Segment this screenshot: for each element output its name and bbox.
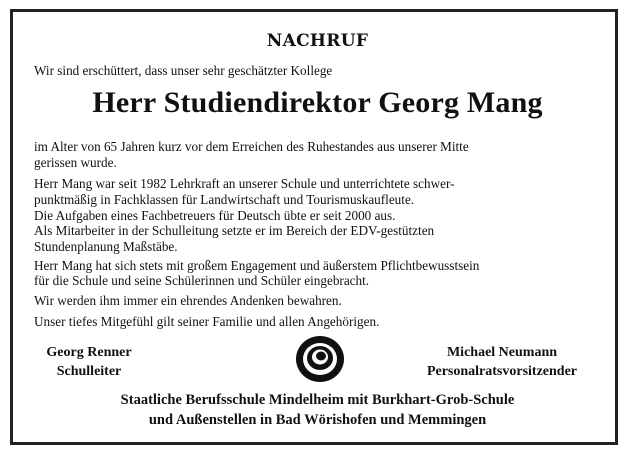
signature-right-role: Personalratsvorsitzender	[426, 364, 578, 379]
signature-right-name: Michael Neumann	[446, 345, 558, 360]
obituary-heading: NACHRUF	[266, 31, 369, 51]
body-line: gerissen wurde.	[34, 155, 117, 170]
body-line: im Alter von 65 Jahren kurz vor dem Erreichen des Ruhestandes aus unserer Mitte	[34, 139, 469, 154]
signature-left	[34, 343, 144, 381]
signature-left-name: Georg Renner	[46, 345, 132, 360]
school-logo-rings-icon	[290, 334, 350, 384]
signature-right	[402, 343, 602, 381]
footer-line: Staatliche Berufsschule Mindelheim mit Burkhart-Grob-Schule	[120, 392, 515, 408]
deceased-name: Herr Studiendirektor Georg Mang	[92, 86, 543, 119]
intro-text: Wir sind erschüttert, dass unser sehr geschätzter Kollege	[34, 63, 333, 78]
signature-left-role: Schulleiter	[56, 364, 122, 379]
body-line: Als Mitarbeiter in der Schulleitung setzte er im Bereich der EDV-gestützten	[34, 223, 435, 238]
body-line: Die Aufgaben eines Fachbetreuers für Deutsch übte er seit 2000 aus.	[34, 208, 396, 223]
body-line: Herr Mang hat sich stets mit großem Engagement und äußerstem Pflichtbewusstsein	[34, 258, 480, 273]
body-line: Herr Mang war seit 1982 Lehrkraft an unserer Schule und unterrichtete schwer-	[34, 176, 455, 191]
body-line: punktmäßig in Fachklassen für Landwirtschaft und Tourismuskaufleute.	[34, 192, 415, 207]
body-line: Stundenplanung Maßstäbe.	[34, 239, 178, 254]
body-line: für die Schule und seine Schülerinnen und Schüler eingebracht.	[34, 273, 370, 288]
body-line: Wir werden ihm immer ein ehrendes Andenken bewahren.	[34, 293, 342, 308]
body-line: Unser tiefes Mitgefühl gilt seiner Familie und allen Angehörigen.	[34, 314, 380, 329]
footer-line: und Außenstellen in Bad Wörishofen und Memmingen	[148, 412, 487, 428]
